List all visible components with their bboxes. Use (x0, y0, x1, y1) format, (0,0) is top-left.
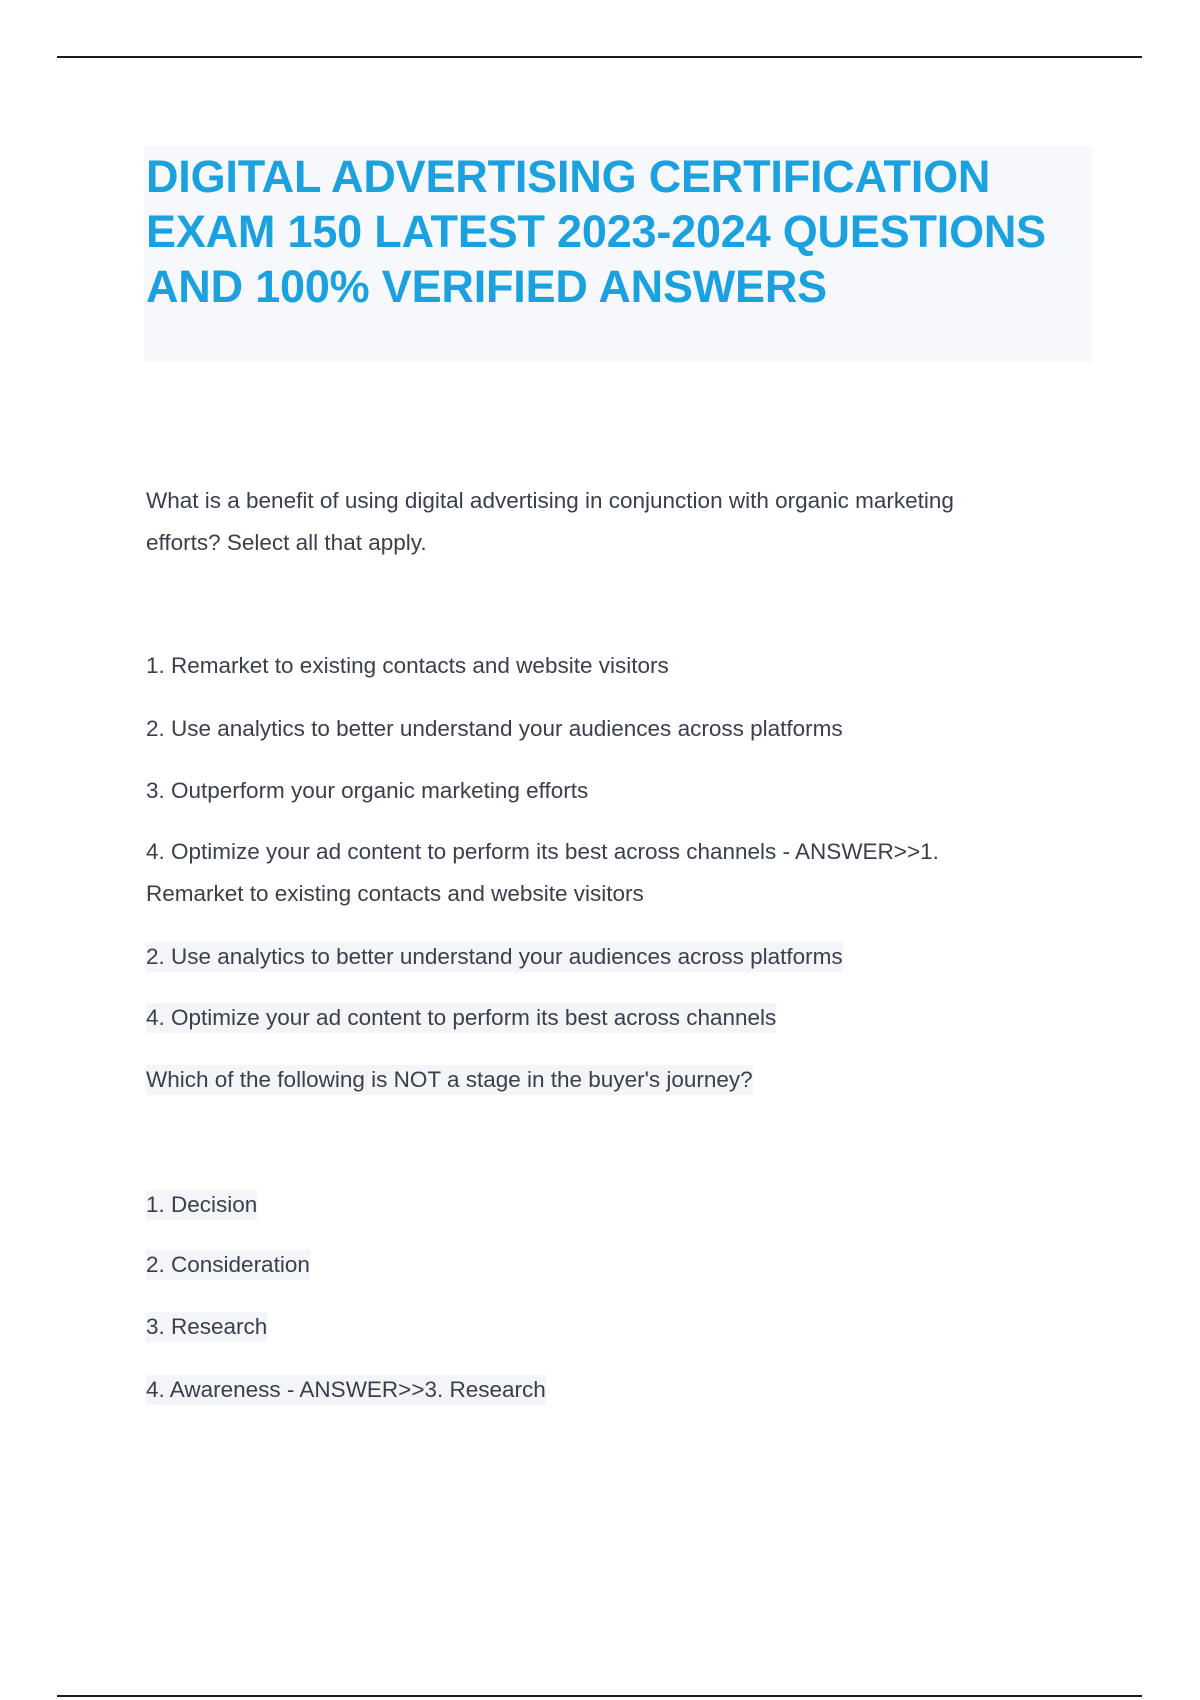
question-1-line-2: efforts? Select all that apply. (146, 530, 427, 555)
question-2-option-2: 2. Consideration (146, 1250, 310, 1280)
question-1-option-3: 3. Outperform your organic marketing efforts (146, 778, 589, 803)
title-block (144, 146, 1092, 362)
question-1-answer-line-3: 4. Optimize your ad content to perform its best across channels (146, 1003, 776, 1033)
question-1-option-4: 4. Optimize your ad content to perform its best across channels - ANSWER>>1. (146, 839, 939, 864)
question-1-answer-line-1: Remarket to existing contacts and website visitors (146, 881, 644, 906)
top-rule (57, 56, 1142, 58)
title-line-1: DIGITAL ADVERTISING CERTIFICATION (146, 151, 991, 202)
question-1-option-2: 2. Use analytics to better understand your audiences across platforms (146, 716, 843, 741)
title-line-3: AND 100% VERIFIED ANSWERS (146, 261, 827, 312)
question-2-option-4: 4. Awareness - ANSWER>>3. Research (146, 1375, 546, 1405)
bottom-rule (57, 1695, 1142, 1697)
question-2-option-3: 3. Research (146, 1312, 267, 1342)
title-line-2: EXAM 150 LATEST 2023-2024 QUESTIONS (146, 206, 1046, 257)
question-2-text: Which of the following is NOT a stage in the buyer's journey? (146, 1065, 753, 1095)
question-2-option-1: 1. Decision (146, 1190, 257, 1220)
question-1-line-1: What is a benefit of using digital advertising in conjunction with organic marketing (146, 488, 954, 513)
question-1-answer-line-2: 2. Use analytics to better understand your audiences across platforms (146, 942, 843, 972)
question-1-option-1: 1. Remarket to existing contacts and website visitors (146, 653, 669, 678)
document-title (146, 146, 1092, 314)
